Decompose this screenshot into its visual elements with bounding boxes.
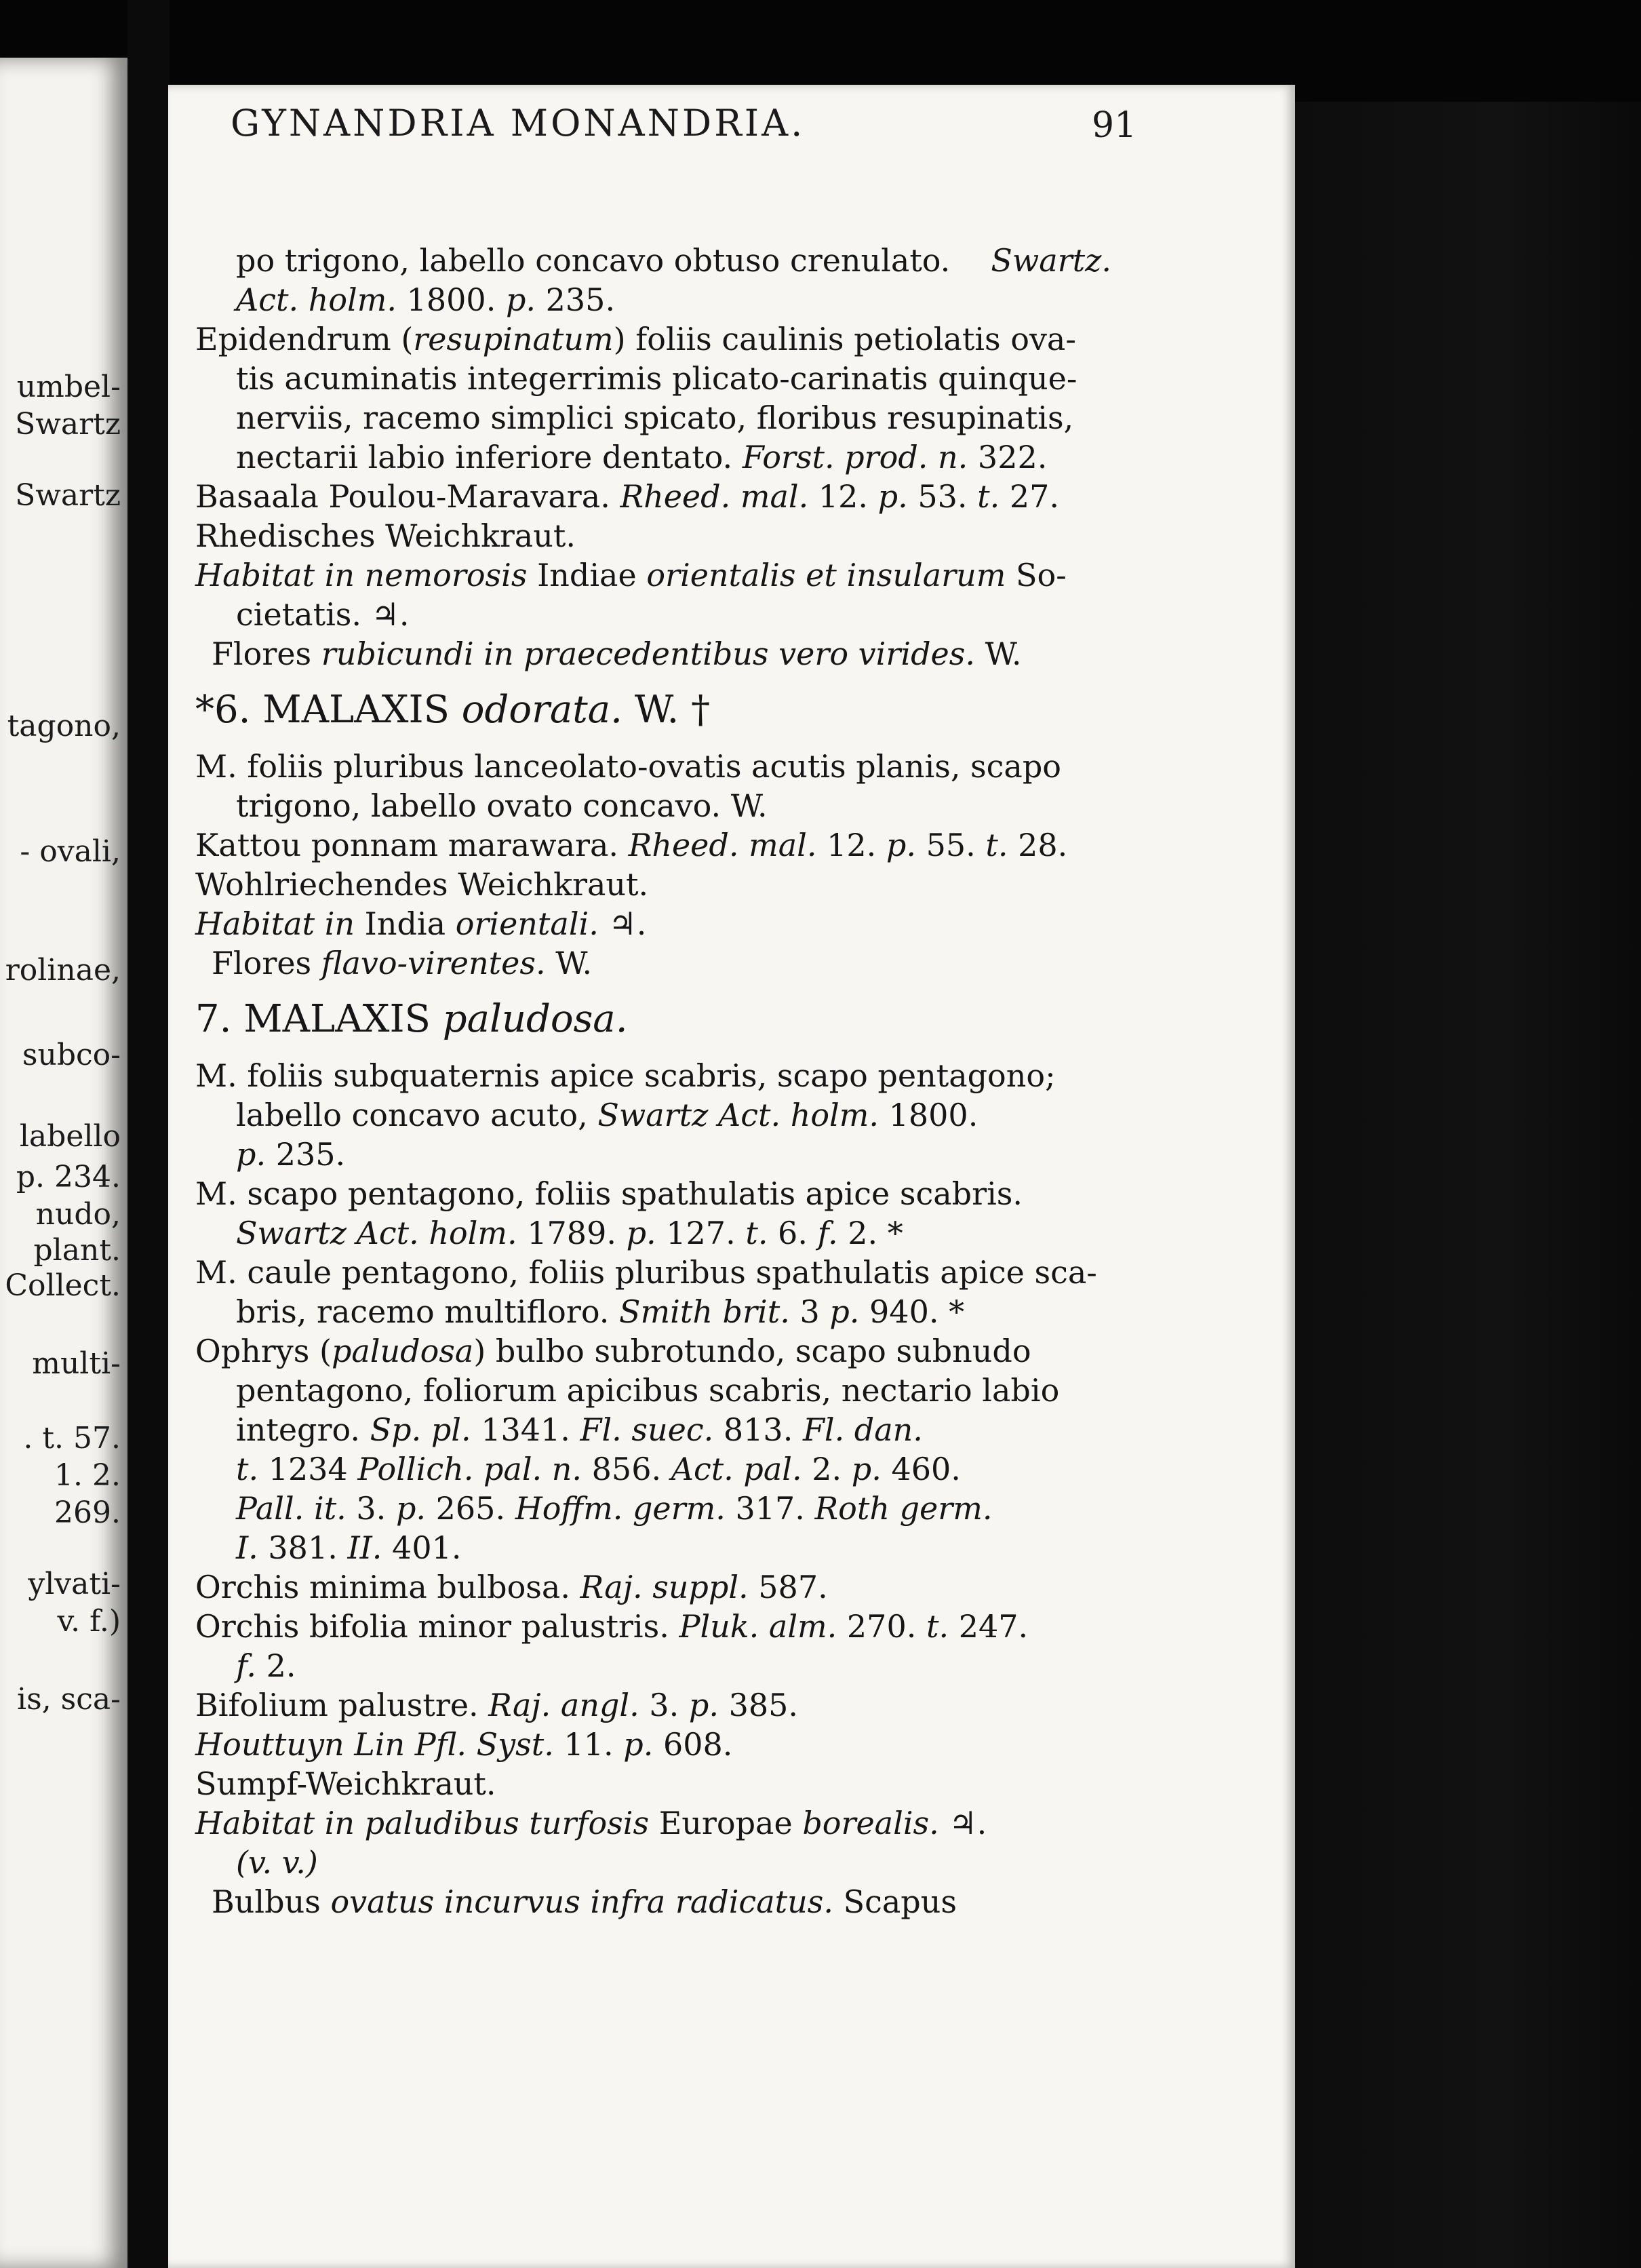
roman-text: 28. xyxy=(1008,827,1068,863)
left-page-line: ylvati- xyxy=(28,1567,121,1601)
entry-line xyxy=(195,904,1294,943)
italic-text: p. xyxy=(626,1215,656,1251)
roman-text: 235. xyxy=(536,281,616,318)
italic-text: p. xyxy=(505,281,536,318)
continuation-line xyxy=(195,1292,1294,1331)
roman-text: 7. MALAXIS xyxy=(195,997,443,1041)
roman-text: 11. xyxy=(553,1726,624,1763)
roman-text: 1341. xyxy=(471,1411,580,1448)
italic-text: Habitat in paludibus turfosis xyxy=(195,1805,650,1841)
italic-text: Forst. prod. n. xyxy=(742,439,968,475)
note-line xyxy=(195,943,1294,983)
roman-text: 2. xyxy=(256,1647,296,1684)
entry-line xyxy=(195,477,1294,516)
roman-text: 12. xyxy=(808,478,878,515)
continuation-line xyxy=(195,786,1294,825)
italic-text: II. xyxy=(347,1529,382,1566)
roman-text: Flores xyxy=(212,636,321,672)
left-page-line: 269. xyxy=(54,1495,121,1530)
italic-text: Rheed. mal. xyxy=(628,827,817,863)
species-heading xyxy=(195,684,1294,736)
page-body-text xyxy=(195,241,1294,1921)
continuation-line xyxy=(195,437,1294,477)
roman-text: Ophrys ( xyxy=(195,1333,332,1369)
entry-line xyxy=(195,1607,1294,1646)
roman-text: nectarii labio inferiore dentato. xyxy=(236,439,743,475)
continuation-line xyxy=(195,241,1294,280)
entry-line xyxy=(195,1174,1294,1213)
italic-text: I. xyxy=(236,1529,258,1566)
roman-text: 265. xyxy=(426,1490,515,1527)
continuation-line xyxy=(195,1646,1294,1685)
entry-line xyxy=(195,319,1294,359)
roman-text: labello concavo acuto, xyxy=(236,1097,598,1133)
italic-text: t. xyxy=(236,1451,259,1487)
left-page-line: labello xyxy=(19,1119,121,1154)
roman-text: Bifolium palustre. xyxy=(195,1687,489,1723)
left-page-line: plant. xyxy=(33,1233,121,1268)
italic-text: Pall. it. xyxy=(236,1490,347,1527)
page-number: 91 xyxy=(1092,105,1137,146)
entry-line xyxy=(195,1803,1294,1843)
roman-text: So- xyxy=(1006,557,1067,593)
italic-text: paludosa. xyxy=(442,997,628,1041)
roman-text: M. foliis subquaternis apice scabris, scapo pentagono; xyxy=(195,1057,1056,1094)
roman-text: bris, racemo multifloro. xyxy=(236,1293,619,1330)
italic-text: Pluk. alm. xyxy=(679,1608,837,1645)
entry-line xyxy=(195,865,1294,904)
continuation-line xyxy=(195,1843,1294,1882)
italic-text: ovatus incurvus infra radicatus. xyxy=(330,1883,833,1920)
roman-text: nerviis, racemo simplici spicato, floribus resupinatis, xyxy=(236,399,1074,436)
continuation-line xyxy=(195,398,1294,437)
background-shadow xyxy=(1295,102,1641,2268)
left-page-line: v. f.) xyxy=(57,1604,121,1639)
left-page-line: is, sca- xyxy=(17,1682,121,1717)
roman-text: Basaala Poulou-Maravara. xyxy=(195,478,620,515)
italic-text: resupinatum xyxy=(413,321,614,357)
italic-text: Swartz Act. holm. xyxy=(597,1097,879,1133)
left-page-line: Collect. xyxy=(5,1268,121,1303)
continuation-line xyxy=(195,1371,1294,1410)
continuation-line xyxy=(195,1489,1294,1528)
continuation-line xyxy=(195,1449,1294,1489)
roman-text: 856. xyxy=(582,1451,671,1487)
roman-text: po trigono, labello concavo obtuso crenulato. xyxy=(236,242,951,279)
roman-text: Orchis minima bulbosa. xyxy=(195,1569,580,1605)
left-page-line: 1. 2. xyxy=(54,1458,121,1493)
entry-line xyxy=(195,516,1294,555)
italic-text: flavo-virentes. xyxy=(321,945,546,981)
italic-text: Roth germ. xyxy=(814,1490,993,1527)
italic-text: t. xyxy=(977,478,1000,515)
left-page-line: p. 234. xyxy=(16,1160,121,1194)
continuation-line xyxy=(195,1410,1294,1449)
left-page-line: Swartz xyxy=(15,407,121,442)
roman-text: 460. xyxy=(881,1451,961,1487)
roman-text: trigono, labello ovato concavo. W. xyxy=(236,787,768,824)
roman-text: M. caule pentagono, foliis pluribus spathulatis apice sca- xyxy=(195,1254,1097,1291)
roman-text: Wohlriechendes Weichkraut. xyxy=(195,866,649,903)
entry-line xyxy=(195,1056,1294,1095)
left-page-line: umbel- xyxy=(16,370,121,404)
roman-text: Epidendrum ( xyxy=(195,321,414,357)
roman-text: ) foliis caulinis petiolatis ova- xyxy=(613,321,1076,357)
roman-text: 2. xyxy=(802,1451,852,1487)
roman-text: Scapus xyxy=(833,1883,957,1920)
roman-text: 1800. xyxy=(397,281,506,318)
italic-text: Houttuyn Lin Pfl. Syst. xyxy=(195,1726,554,1763)
roman-text: 813. xyxy=(713,1411,803,1448)
italic-text: Swartz. xyxy=(991,242,1111,279)
roman-text: 322. xyxy=(968,439,1048,475)
entry-line xyxy=(195,1725,1294,1764)
roman-text: 235. xyxy=(266,1136,346,1173)
italic-text: p. xyxy=(236,1136,266,1173)
entry-line xyxy=(195,747,1294,786)
roman-text: 3. xyxy=(639,1687,689,1723)
roman-text: 587. xyxy=(748,1569,828,1605)
italic-text: p. xyxy=(395,1490,427,1527)
roman-text: Kattou ponnam marawara. xyxy=(195,827,629,863)
roman-text: 3 xyxy=(789,1293,830,1330)
italic-text: Swartz Act. holm. xyxy=(236,1215,517,1251)
italic-text: Sp. pl. xyxy=(370,1411,471,1448)
roman-text: pentagono, foliorum apicibus scabris, nectario labio xyxy=(236,1372,1060,1409)
roman-text: 1234 xyxy=(258,1451,358,1487)
roman-text: 940. * xyxy=(859,1293,965,1330)
italic-text: Habitat in xyxy=(195,905,355,942)
running-header: GYNANDRIA MONANDRIA. xyxy=(231,102,806,144)
roman-text: M. foliis pluribus lanceolato-ovatis acutis planis, scapo xyxy=(195,748,1061,785)
note-line xyxy=(195,634,1294,673)
roman-text: 317. xyxy=(725,1490,815,1527)
continuation-line xyxy=(195,280,1294,319)
left-page-line: - ovali, xyxy=(20,834,121,869)
italic-text: Smith brit. xyxy=(618,1293,790,1330)
spacer xyxy=(195,1045,1294,1056)
roman-text: 3. xyxy=(346,1490,396,1527)
italic-text: Raj. suppl. xyxy=(580,1569,749,1605)
roman-text: 127. xyxy=(656,1215,746,1251)
left-page-line: rolinae, xyxy=(5,953,121,988)
roman-text: 55. xyxy=(915,827,986,863)
roman-text: W. xyxy=(974,636,1022,672)
roman-text: 2. * xyxy=(837,1215,903,1251)
italic-text: p. xyxy=(829,1293,860,1330)
italic-text: Act. holm. xyxy=(236,281,397,318)
roman-text: W. † xyxy=(622,688,711,732)
roman-text: Bulbus xyxy=(212,1883,331,1920)
italic-text: f. xyxy=(817,1215,838,1251)
roman-text: *6. MALAXIS xyxy=(195,688,462,732)
left-page-line: multi- xyxy=(32,1346,121,1381)
roman-text: cietatis. ♃. xyxy=(236,596,410,633)
spacer xyxy=(195,673,1294,684)
italic-text: Rheed. mal. xyxy=(620,478,809,515)
roman-text: 401. xyxy=(382,1529,462,1566)
spacer xyxy=(195,736,1294,747)
left-page-line: Swartz xyxy=(15,478,121,513)
left-facing-page xyxy=(0,58,127,2268)
italic-text: p. xyxy=(877,478,908,515)
roman-text: integro. xyxy=(236,1411,370,1448)
roman-text: Sumpf-Weichkraut. xyxy=(195,1765,496,1802)
species-heading xyxy=(195,994,1294,1045)
right-page xyxy=(168,85,1295,2268)
roman-text: 6. xyxy=(768,1215,818,1251)
roman-text: 247. xyxy=(949,1608,1029,1645)
roman-text: Rhedisches Weichkraut. xyxy=(195,517,576,554)
continuation-line xyxy=(195,1095,1294,1135)
left-page-line: tagono, xyxy=(7,709,121,743)
italic-text: t. xyxy=(745,1215,768,1251)
italic-text: f. xyxy=(236,1647,257,1684)
entry-line xyxy=(195,1331,1294,1371)
italic-text: orientalis et insularum xyxy=(646,557,1006,593)
italic-text: rubicundi in praecedentibus vero virides. xyxy=(321,636,975,672)
note-line xyxy=(195,1882,1294,1921)
left-page-line: nudo, xyxy=(35,1197,121,1232)
italic-text: p. xyxy=(886,827,916,863)
italic-text: p. xyxy=(851,1451,882,1487)
roman-text: Europae xyxy=(649,1805,803,1841)
italic-text: Raj. angl. xyxy=(488,1687,639,1723)
italic-text: Fl. suec. xyxy=(580,1411,714,1448)
italic-text: odorata. xyxy=(461,688,622,732)
roman-text: M. scapo pentagono, foliis spathulatis apice scabris. xyxy=(195,1175,1023,1212)
entry-line xyxy=(195,825,1294,865)
italic-text: t. xyxy=(926,1608,949,1645)
entry-line xyxy=(195,555,1294,595)
continuation-line xyxy=(195,595,1294,634)
italic-text: p. xyxy=(688,1687,719,1723)
roman-text: 608. xyxy=(653,1726,733,1763)
roman-text: 1800. xyxy=(879,1097,978,1133)
roman-text: Flores xyxy=(212,945,321,981)
entry-line xyxy=(195,1567,1294,1607)
roman-text: India xyxy=(355,905,456,942)
roman-text: 53. xyxy=(907,478,978,515)
roman-text: ♃. xyxy=(598,905,647,942)
italic-text: borealis. xyxy=(802,1805,939,1841)
continuation-line xyxy=(195,1528,1294,1567)
italic-text: Habitat in nemorosis xyxy=(195,557,528,593)
roman-text: 381. xyxy=(258,1529,348,1566)
roman-text: Orchis bifolia minor palustris. xyxy=(195,1608,679,1645)
left-page-line: subco- xyxy=(22,1038,121,1072)
roman-text: 27. xyxy=(1000,478,1059,515)
italic-text: Pollich. pal. n. xyxy=(357,1451,582,1487)
continuation-line xyxy=(195,359,1294,398)
roman-text: tis acuminatis integerrimis plicato-carinatis quinque- xyxy=(236,360,1077,397)
italic-text: paludosa xyxy=(331,1333,474,1369)
roman-text: 12. xyxy=(816,827,886,863)
continuation-line xyxy=(195,1135,1294,1174)
roman-text: ♃. xyxy=(938,1805,987,1841)
roman-text: Indiae xyxy=(527,557,647,593)
continuation-line xyxy=(195,1213,1294,1253)
entry-line xyxy=(195,1764,1294,1803)
roman-text: 270. xyxy=(837,1608,926,1645)
italic-text: t. xyxy=(985,827,1008,863)
left-page-line: . t. 57. xyxy=(23,1421,121,1455)
italic-text: p. xyxy=(623,1726,654,1763)
italic-text: Act. pal. xyxy=(671,1451,802,1487)
roman-text: W. xyxy=(545,945,593,981)
roman-text: 385. xyxy=(718,1687,799,1723)
italic-text: Hoffm. germ. xyxy=(515,1490,726,1527)
entry-line xyxy=(195,1253,1294,1292)
entry-line xyxy=(195,1685,1294,1725)
roman-text: ) bulbo subrotundo, scapo subnudo xyxy=(473,1333,1031,1369)
italic-text: (v. v.) xyxy=(236,1844,318,1881)
italic-text: orientali. xyxy=(455,905,599,942)
book-gutter xyxy=(127,0,170,2268)
italic-text: Fl. dan. xyxy=(802,1411,923,1448)
spacer xyxy=(195,983,1294,994)
roman-text: 1789. xyxy=(517,1215,627,1251)
